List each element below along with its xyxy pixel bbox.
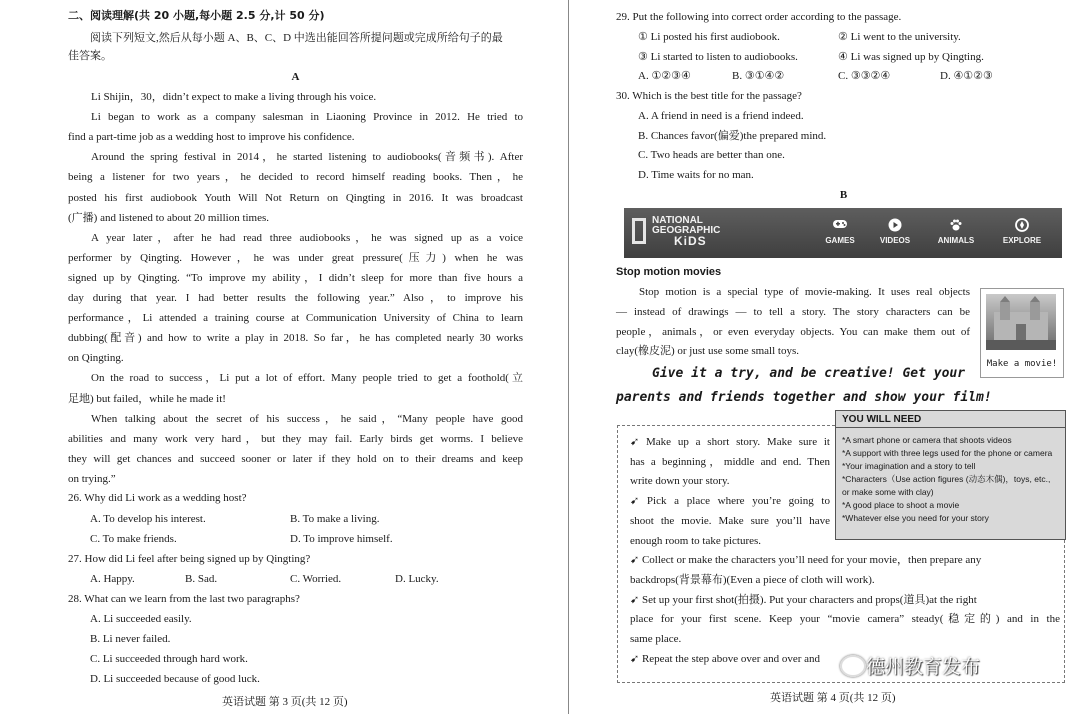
paragraph-line: has a beginning，middle and end. Then bbox=[630, 455, 830, 468]
logo-line-1: NATIONAL bbox=[652, 215, 703, 226]
q27-stem: 27. How did Li feel after being signed up by Qingting? bbox=[68, 553, 311, 565]
q28-option-c[interactable]: C. Li succeeded through hard work. bbox=[90, 653, 248, 665]
q29-option-a[interactable]: A. ①②③④ bbox=[638, 70, 691, 82]
nav-explore-label: EXPLORE bbox=[1002, 236, 1042, 245]
paragraph-line: ➹ Repeat the step above over and over and bbox=[630, 652, 821, 665]
paragraph-line: enough room to take pictures. bbox=[630, 534, 762, 547]
page-footer-4: 英语试题 第 4 页(共 12 页) bbox=[770, 692, 896, 704]
nav-games-label: GAMES bbox=[825, 236, 855, 245]
stop-motion-image bbox=[986, 294, 1056, 350]
need-item: *A support with three legs used for the phone or camera bbox=[842, 448, 1053, 458]
q27-option-c[interactable]: C. Worried. bbox=[290, 573, 342, 585]
slogan-line-2: parents and friends together and show your film! bbox=[616, 390, 992, 405]
paragraph-line: — instead of drawings — to tell a story. The story characters can be bbox=[616, 305, 970, 318]
q27-option-a[interactable]: A. Happy. bbox=[90, 573, 135, 585]
paragraph-line: On the road to success，Li put a lot of effort. Many people tried to get a foothold(立 bbox=[91, 372, 523, 385]
q30-option-d[interactable]: D. Time waits for no man. bbox=[638, 169, 754, 181]
you-will-need-title: YOU WILL NEED bbox=[842, 414, 922, 425]
paragraph-line: people，animals，or even everyday objects. You can make them out of bbox=[616, 325, 970, 338]
q26-option-c[interactable]: C. To make friends. bbox=[90, 533, 177, 545]
paragraph-line: write down your story. bbox=[630, 475, 730, 488]
q29-stem: 29. Put the following into correct order according to the passage. bbox=[616, 11, 902, 23]
play-icon bbox=[887, 218, 903, 232]
paragraph-line: ➹ Collect or make the characters you’ll need for your movie，then prepare any bbox=[630, 554, 982, 567]
make-a-movie-photo bbox=[980, 288, 1064, 378]
slogan-line-1: Give it a try, and be creative! Get your bbox=[652, 366, 966, 381]
paragraph-line: Stop motion is a special type of movie-making. It uses real objects bbox=[639, 286, 970, 298]
wechat-icon bbox=[840, 655, 866, 677]
paragraph-line: performer by Qingting. However，he was under great pressure(压力) when he was bbox=[68, 251, 523, 264]
paragraph-line: they will get chances and succeed sooner or later if they hold on to their dreams and keep bbox=[68, 452, 523, 465]
q29-option-c[interactable]: C. ③③②④ bbox=[838, 70, 891, 82]
paragraph-line: on trying.” bbox=[68, 472, 116, 485]
q28-stem: 28. What can we learn from the last two paragraphs? bbox=[68, 593, 300, 605]
q29-item-2: ② Li went to the university. bbox=[838, 31, 961, 43]
watermark: 德州教育发布 bbox=[866, 656, 981, 678]
natgeo-kids-banner bbox=[624, 208, 1062, 258]
need-item: *Characters（Use action figures (动态木偶)，toys, etc., bbox=[842, 474, 1051, 484]
need-item: *A smart phone or camera that shoots videos bbox=[842, 435, 1012, 445]
q28-option-b[interactable]: B. Li never failed. bbox=[90, 633, 171, 645]
need-item: or make some with clay) bbox=[842, 487, 934, 497]
page-footer-3: 英语试题 第 3 页(共 12 页) bbox=[222, 696, 348, 708]
nav-videos-label: VIDEOS bbox=[879, 236, 911, 245]
paragraph-line: backdrops(背景幕布)(Even a piece of cloth will work). bbox=[630, 573, 875, 586]
q29-item-3: ③ Li started to listen to audiobooks. bbox=[638, 51, 798, 63]
q30-option-a[interactable]: A. A friend in need is a friend indeed. bbox=[638, 110, 804, 122]
compass-icon bbox=[1014, 218, 1030, 232]
paragraph-line: performance，Li attended a training course at Communication University of China to learn bbox=[68, 312, 523, 325]
paragraph-line: Li began to work as a company salesman in Liaoning Province in 2012. He tried to bbox=[91, 111, 523, 124]
paragraph-line: on Qingting. bbox=[68, 352, 124, 365]
q29-item-1: ① Li posted his first audiobook. bbox=[638, 31, 780, 43]
gamepad-icon bbox=[832, 218, 848, 232]
passage-label-a: A bbox=[291, 71, 300, 83]
natgeo-logo-frame bbox=[632, 218, 646, 244]
page-divider bbox=[568, 0, 569, 714]
section-title: 二、阅读理解(共 20 小题,每小题 2.5 分,计 50 分) bbox=[68, 9, 325, 22]
paragraph-line: find a part-time job as a wedding host to improve his confidence. bbox=[68, 131, 355, 144]
q29-option-d[interactable]: D. ④①②③ bbox=[940, 70, 993, 82]
q28-option-a[interactable]: A. Li succeeded easily. bbox=[90, 613, 192, 625]
paragraph-line: day during that year. I had better results the following year.” Also，to improve his bbox=[68, 292, 523, 304]
nav-videos[interactable] bbox=[865, 218, 925, 245]
nav-explore[interactable] bbox=[992, 218, 1052, 245]
paragraph-line: clay(橡皮泥) or just use some small toys. bbox=[616, 345, 800, 358]
paragraph-line: dubbing(配音) and how to write a play in 2018. So far，he has completed nearly 30 works bbox=[68, 332, 523, 345]
need-separator bbox=[836, 427, 1065, 428]
paragraph-line: signed up by Qingting. “To improve my ability，I didn’t sleep for more than five hours a bbox=[68, 271, 523, 284]
natgeo-kids-logo[interactable] bbox=[652, 216, 720, 246]
need-item: *Whatever else you need for your story bbox=[842, 513, 989, 523]
paragraph-line: posted his first audiobook Youth Will Not Return on Qingting in 2016. It was broadcast bbox=[68, 191, 523, 204]
q27-option-d[interactable]: D. Lucky. bbox=[395, 573, 439, 585]
you-will-need-box bbox=[835, 410, 1066, 540]
paragraph-line: ➹ Make up a short story. Make sure it bbox=[630, 436, 830, 448]
q30-stem: 30. Which is the best title for the passage? bbox=[616, 90, 802, 102]
paragraph-line: A year later，after he had read three audiobooks，he was signed up as a voice bbox=[91, 231, 523, 244]
q29-item-4: ④ Li was signed up by Qingting. bbox=[838, 51, 984, 63]
paragraph-line: ➹ Set up your first shot(拍摄). Put your characters and props(道具)at the right bbox=[630, 593, 977, 606]
nav-animals[interactable] bbox=[926, 218, 986, 245]
paragraph-line: ➹ Pick a place where you’re going to bbox=[630, 495, 830, 508]
logo-line-2: GEOGRAPHIC bbox=[652, 225, 721, 236]
nav-animals-label: ANIMALS bbox=[937, 236, 975, 245]
q26-stem: 26. Why did Li work as a wedding host? bbox=[68, 492, 247, 504]
paragraph-line: Around the spring festival in 2014，he started listening to audiobooks(音频书). After bbox=[91, 151, 523, 164]
paragraph-line: being a listener for two years，he decided to record himself reading books. Then，he bbox=[68, 171, 523, 184]
q26-option-b[interactable]: B. To make a living. bbox=[290, 513, 380, 525]
paragraph-line: (广播) and listened to about 20 million times. bbox=[68, 211, 270, 224]
paw-icon bbox=[948, 218, 964, 232]
need-item: *Your imagination and a story to tell bbox=[842, 461, 976, 471]
logo-line-3: KiDS bbox=[674, 234, 707, 248]
q30-option-c[interactable]: C. Two heads are better than one. bbox=[638, 149, 785, 161]
nav-games[interactable] bbox=[810, 218, 870, 245]
photo-caption: Make a movie! bbox=[986, 359, 1058, 369]
paragraph-line: shoot the movie. Make sure you’ll have bbox=[630, 514, 830, 527]
article-heading: Stop motion movies bbox=[616, 266, 722, 278]
q26-option-d[interactable]: D. To improve himself. bbox=[290, 533, 393, 545]
q29-option-b[interactable]: B. ③①④② bbox=[732, 70, 785, 82]
paragraph-line: abilities and many work very hard，but they may fail. Early birds get worms. I believe bbox=[68, 432, 523, 445]
paragraph-line: 足地) but failed，while he made it! bbox=[68, 392, 226, 405]
instructions-line-1: 阅读下列短文,然后从每小题 A、B、C、D 中选出能回答所提问题或完成所给句子的最 bbox=[90, 32, 503, 44]
q28-option-d[interactable]: D. Li succeeded because of good luck. bbox=[90, 673, 260, 685]
passage-label-b: B bbox=[839, 189, 848, 201]
q27-option-b[interactable]: B. Sad. bbox=[185, 573, 218, 585]
q30-option-b[interactable]: B. Chances favor(偏爱)the prepared mind. bbox=[638, 130, 827, 142]
paragraph-line: Li Shijin，30，didn’t expect to make a living through his voice. bbox=[91, 91, 377, 103]
instructions-line-2: 佳答案。 bbox=[68, 50, 112, 62]
need-item: *A good place to shoot a movie bbox=[842, 500, 960, 510]
paragraph-line: same place. bbox=[630, 633, 682, 645]
paragraph-line: place for your first scene. Keep your “movie camera” steady(稳定的) and in the bbox=[630, 613, 1060, 626]
q26-option-a[interactable]: A. To develop his interest. bbox=[90, 513, 206, 525]
paragraph-line: When talking about the secret of his success，he said，“Many people have good bbox=[91, 412, 523, 425]
